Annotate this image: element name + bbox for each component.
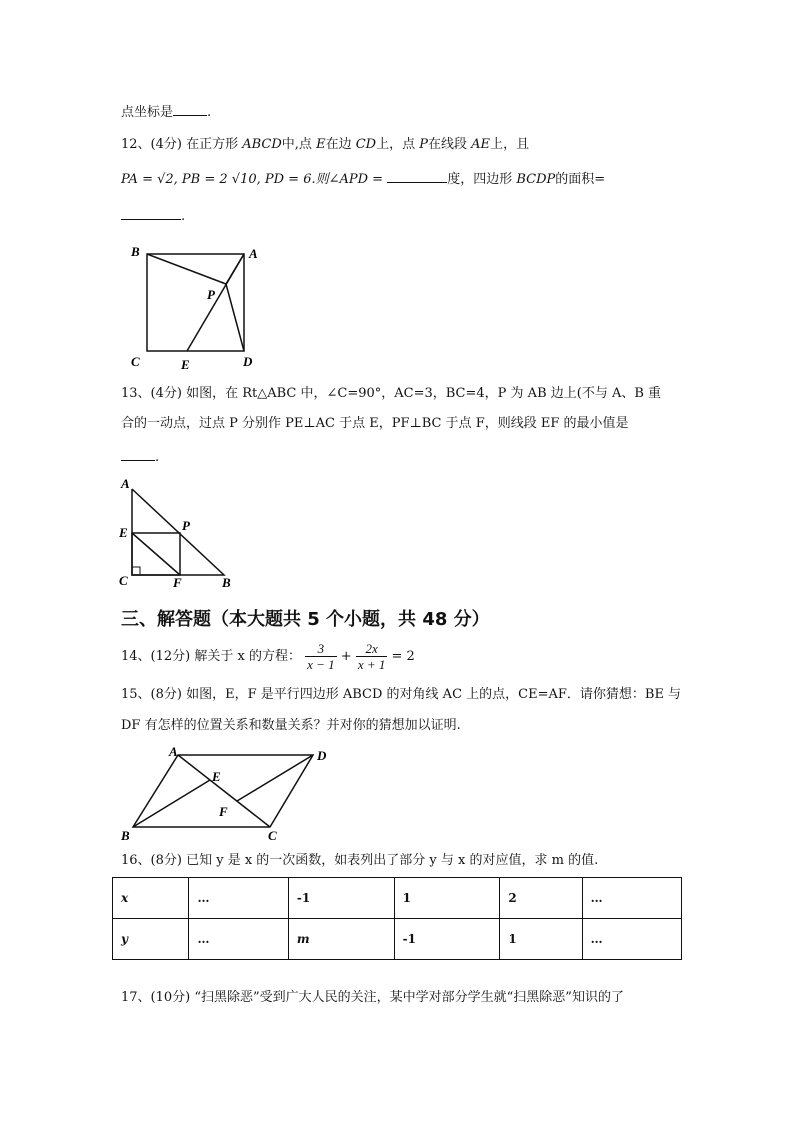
table-cell: 1 [500, 919, 582, 960]
question-15-line1: 15、(8分) 如图，E，F 是平行四边形 ABCD 的对角线 AC 上的点，CE=AF．请你猜想：BE 与 [121, 687, 682, 702]
question-13-line2: 合的一动点，过点 P 分别作 PE⊥AC 于点 E，PF⊥BC 于点 F，则线段 EF 的最小值是 [121, 416, 629, 431]
fraction-2: $\frac{2x}{x + 1}$ [357, 641, 386, 672]
table-cell: … [189, 878, 288, 919]
table-cell: -1 [288, 878, 394, 919]
segment-be [133, 780, 210, 827]
label-p: P [182, 518, 190, 533]
right-angle-mark [132, 567, 140, 575]
label-b: B [131, 244, 140, 259]
label-c: C [131, 354, 140, 369]
figure-13-triangle [115, 475, 245, 590]
segment-bp [147, 254, 226, 284]
table-row [113, 919, 682, 960]
label-p: P [207, 287, 215, 302]
answer-blank [121, 207, 181, 220]
figure-15-parallelogram [115, 745, 340, 845]
question-12-line2: PA = √2, PB = 2 √10, PD = 6.则∠APD = 度，四边形 BCDP的面积= [121, 172, 606, 187]
question-12-line1: 12、(4分) 在正方形 ABCD中,点 E在边 CD上，点 P在线段 AE上，且 [121, 137, 530, 152]
table-cell: … [189, 919, 288, 960]
question-16: 16、(8分) 已知 y 是 x 的一次函数，如表列出了部分 y 与 x 的对应值，求 m 的值. [121, 853, 599, 868]
fraction-1: $\frac{3}{x - 1}$ [307, 641, 335, 672]
table-cell: -1 [394, 919, 500, 960]
table-cell: m [288, 919, 394, 960]
answer-blank [121, 448, 155, 461]
answer-blank [387, 170, 447, 183]
label-b: B [121, 828, 130, 843]
label-a: A [121, 476, 130, 491]
label-d: D [243, 354, 253, 369]
label-e: E [119, 525, 128, 540]
segment-pd [226, 284, 244, 351]
label-c: C [268, 828, 277, 843]
question-14: 14、(12分) 解关于 x 的方程： $\frac{3}{x - 1}$ + $\frac{2x}{x + 1}$ = 2 [121, 641, 415, 672]
label-f: F [219, 804, 228, 819]
label-a: A [169, 745, 178, 759]
question-15-line2: DF 有怎样的位置关系和数量关系？并对你的猜想加以证明. [121, 718, 461, 733]
table-cell: … [582, 919, 681, 960]
question-13-line1: 13、(4分) 如图，在 Rt△ABC 中，∠C=90°，AC=3，BC=4，P 为 AB 边上(不与 A、B 重 [121, 386, 662, 401]
table-cell: 1 [394, 878, 500, 919]
label-f: F [173, 575, 182, 590]
question-13-line3: . [121, 448, 159, 467]
label-e: E [181, 357, 190, 372]
answer-blank [173, 103, 207, 116]
table-cell: y [113, 919, 189, 960]
question-17: 17、(10分) “扫黑除恶”受到广大人民的关注，某中学对部分学生就“扫黑除恶”知识的了 [121, 990, 624, 1005]
label-c: C [119, 573, 128, 588]
question-12-line3: . [121, 207, 185, 226]
value-table [112, 877, 682, 960]
table-row [113, 878, 682, 919]
segment-ae [187, 254, 244, 351]
label-d: D [317, 748, 327, 763]
figure-12-square [125, 240, 265, 375]
label-e: E [212, 769, 221, 784]
section-3-title: 三、解答题（本大题共 5 个小题，共 48 分） [121, 609, 490, 630]
table-cell: 2 [500, 878, 582, 919]
label-a: A [249, 246, 258, 261]
triangle-abc [132, 489, 224, 575]
table-cell: … [582, 878, 681, 919]
table-cell: x [113, 878, 189, 919]
top-line: 点坐标是 . [121, 105, 212, 120]
segment-df [237, 755, 313, 801]
label-b: B [222, 575, 231, 590]
segment-ef [132, 533, 180, 575]
